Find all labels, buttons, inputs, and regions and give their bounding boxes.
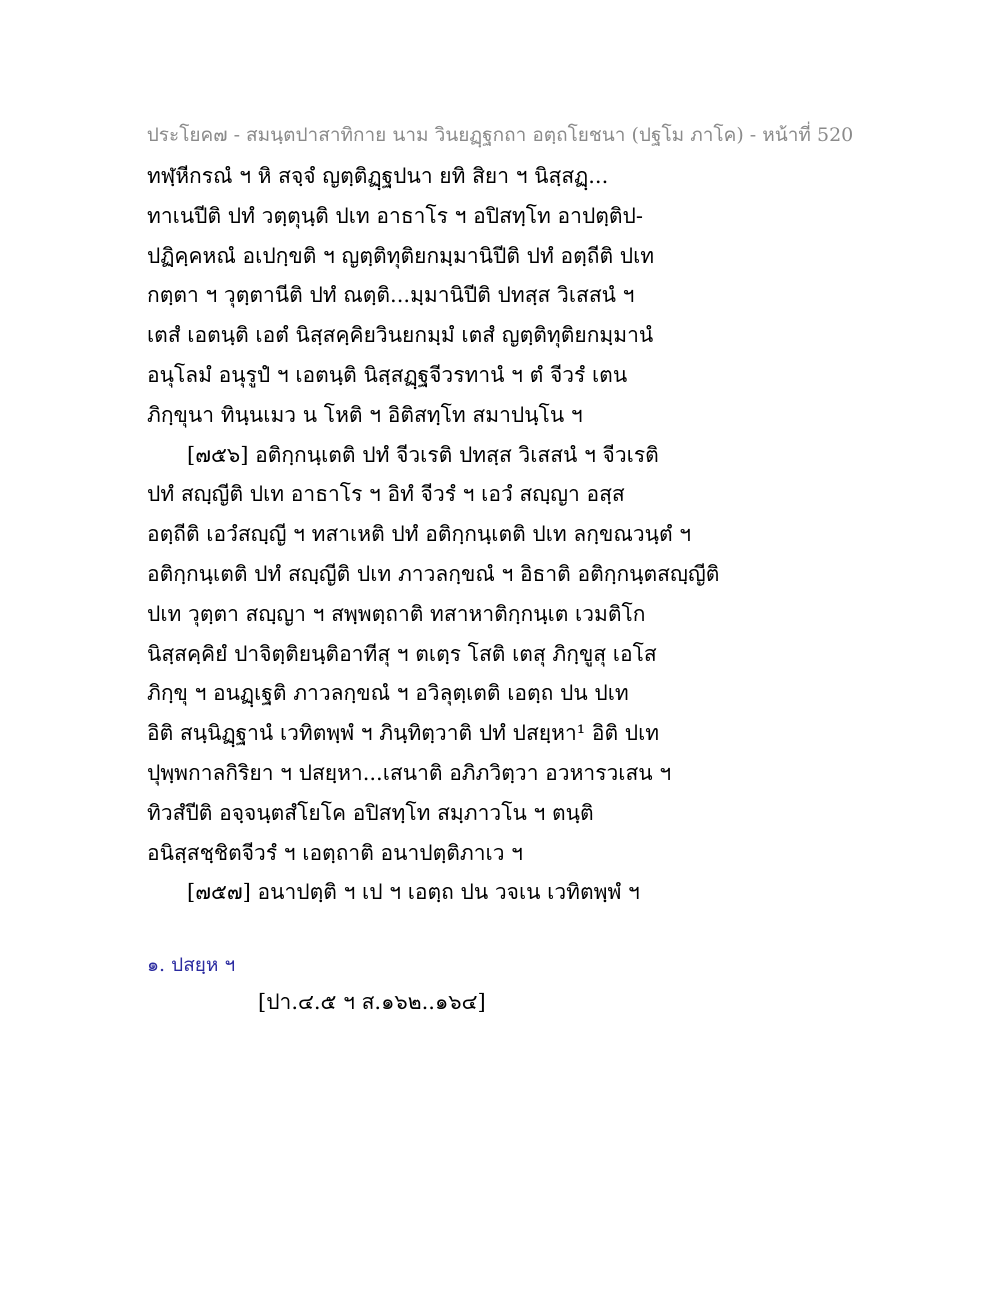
text-line: ทิวสํปีติ อจฺจนฺตสํโยโค อปิสทฺโท สมฺภาวโน ฯ ตนฺติ [147,800,594,825]
text-line: ทาเนปีติ ปทํ วตฺตุนฺติ ปเท อาธาโร ฯ อปิสทฺโท อาปตฺติป- [147,203,643,228]
text-line: ปทํ สญฺญีติ ปเท อาธาโร ฯ อิทํ จีวรํ ฯ เอวํ สญฺญา อสฺส [147,482,625,507]
text-line: กตฺตา ฯ วุตฺตานีติ ปทํ ณตฺติ...มฺมานิปีติ ปทสฺส วิเสสนํ ฯ [147,283,635,308]
text-line: ปฏิคฺคหณํ อเปกฺขติ ฯ ญตฺติทุติยกมฺมานิปีติ ปทํ อตฺถีติ ปเท [147,243,655,268]
paragraph-start-line: [๗๕๖] อติกฺกนฺเตติ ปทํ จีวเรติ ปทสฺส วิเสสนํ ฯ จีวเรติ [187,442,659,467]
text-line: เตสํ เอตนฺติ เอตํ นิสฺสคฺคิยวินยกมฺมํ เตสํ ญตฺติทุติยกมฺมานํ [147,323,654,348]
text-line: ภิกฺขุนา ทินฺนเมว น โหติ ฯ อิติสทฺโท สมาปนฺโน ฯ [147,402,583,427]
text-line: ภิกฺขุ ฯ อนฏฺเฐติ ภาวลกฺขณํ ฯ อวิลุตฺเตติ เอตฺถ ปน ปเท [147,681,629,706]
page-reference: [ปา.๔.๕ ฯ ส.๑๖๒..๑๖๔] [258,990,486,1014]
text-line: ทฬฺหีกรณํ ฯ หิ สจฺจํ ญตฺติฏฺฐปนา ยทิ สิยา ฯ นิสฺสฏฺ... [147,164,609,188]
text-line: ปเท วุตฺตา สญฺญา ฯ สพฺพตฺถาติ ทสาหาติกฺกนฺเต เวมติโก [147,601,646,626]
footnote: ๑. ปสยฺห ฯ [147,954,236,976]
text-line: อนิสฺสชฺชิตจีวรํ ฯ เอตฺถาติ อนาปตฺติภาเว ฯ [147,840,523,865]
text-line: อตฺถีติ เอวํสญฺญี ฯ ทสาเหติ ปทํ อติกฺกนฺเตติ ปเท ลกฺขณวนฺตํ ฯ [147,522,692,547]
text-line: อติกฺกนฺเตติ ปทํ สญฺญีติ ปเท ภาวลกฺขณํ ฯ อิธาติ อติกฺกนฺตสญฺญีติ [147,561,720,586]
page-header: ประโยค๗ - สมนฺตปาสาทิกาย นาม วินยฏฺฐกถา อตฺถโยชนา (ปฐโม ภาโค) - หน้าที่ 520 [146,124,854,146]
paragraph-start-line: [๗๕๗] อนาปตฺติ ฯ เป ฯ เอตฺถ ปน วจเน เวทิตพฺพํ ฯ [187,880,640,905]
text-line: นิสฺสคฺคิยํ ปาจิตฺติยนฺติอาทีสุ ฯ ตเตฺร โสติ เตสุ ภิกฺขูสุ เอโส [147,641,657,666]
text-line: อิติ สนฺนิฏฺฐานํ เวทิตพฺพํ ฯ ภินฺทิตฺวาติ ปทํ ปสยฺหา¹ อิติ ปเท [147,721,660,746]
body-text [147,157,867,913]
text-line: อนุโลมํ อนุรูปํ ฯ เอตนฺติ นิสฺสฏฺฐจีวรทานํ ฯ ตํ จีวรํ เตน [147,362,628,387]
text-line: ปุพฺพกาลกิริยา ฯ ปสยฺหา...เสนาติ อภิภวิตฺวา อวหารวเสน ฯ [147,760,672,785]
